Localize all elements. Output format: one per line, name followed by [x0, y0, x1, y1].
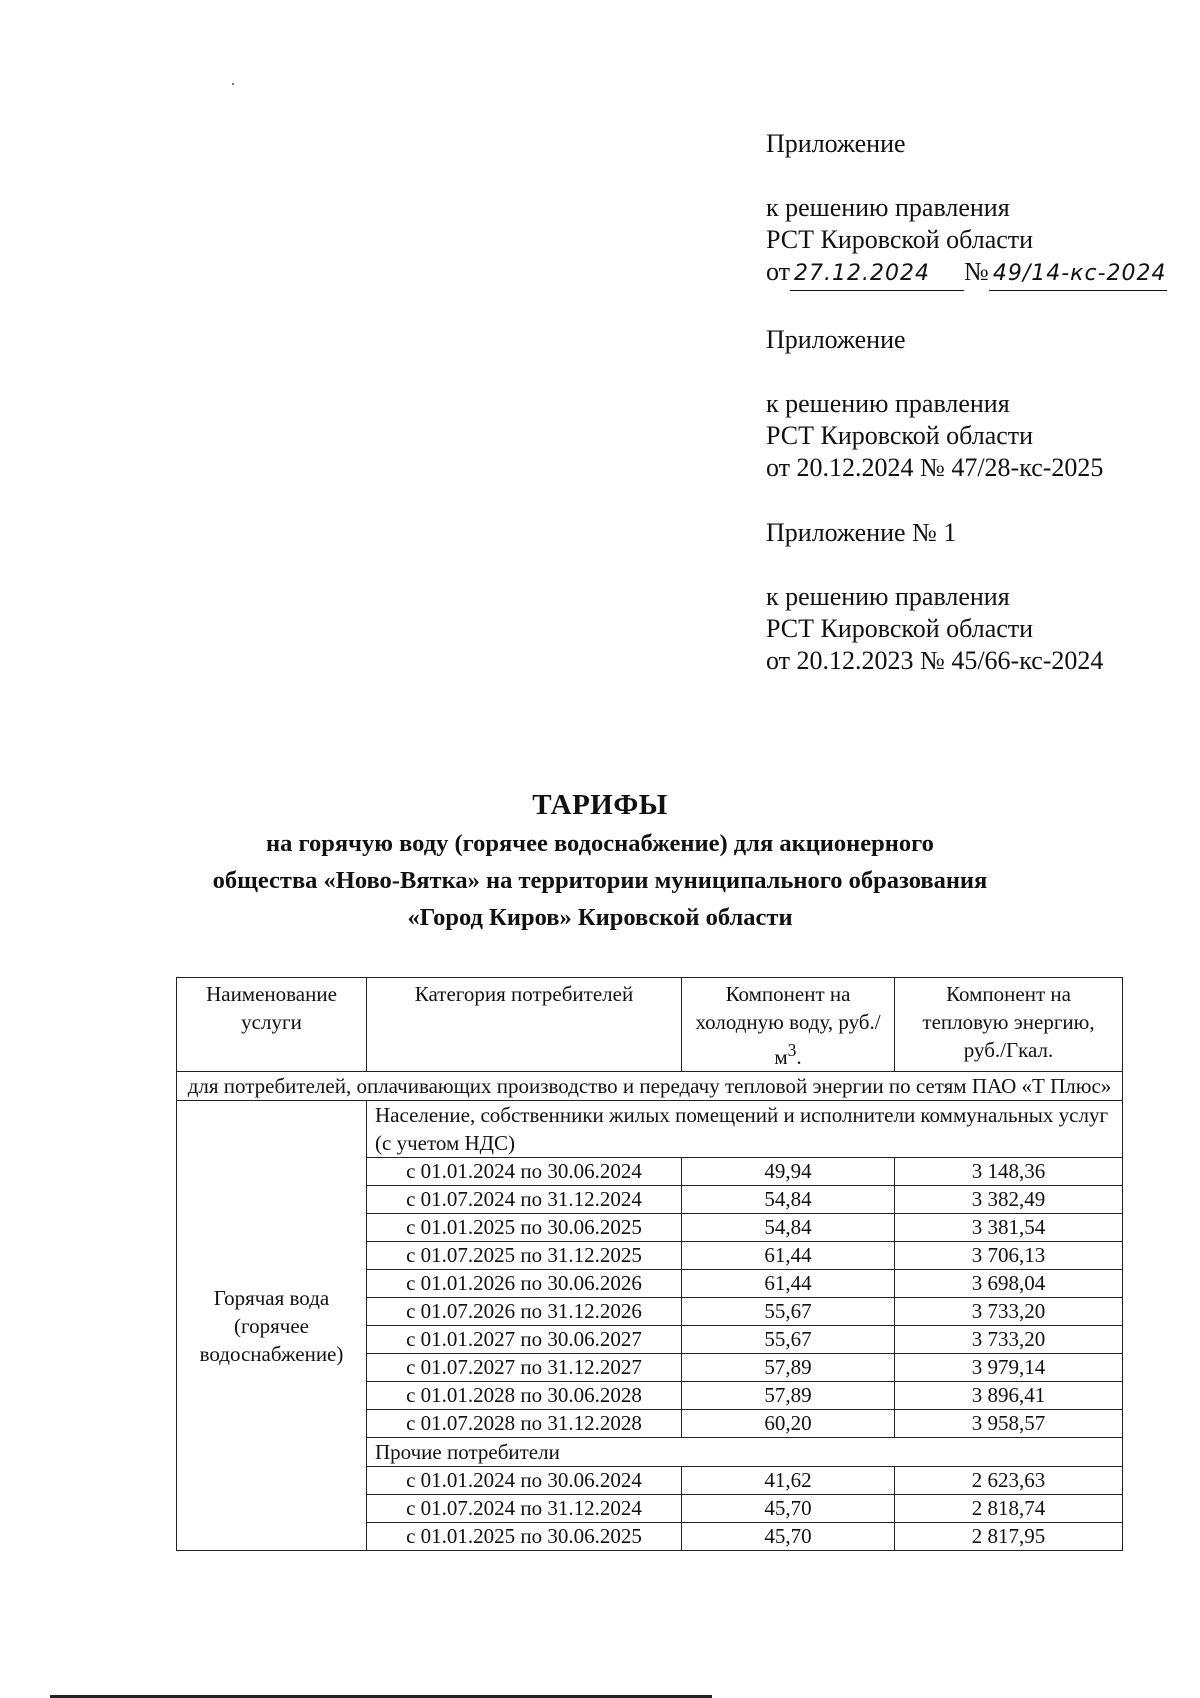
approval-blocks — [766, 128, 1166, 677]
heat-energy-cell: 3 958,57 — [895, 1410, 1123, 1438]
heat-energy-cell: 3 896,41 — [895, 1382, 1123, 1410]
heat-energy-cell: 2 623,63 — [895, 1467, 1123, 1495]
approval-block-1 — [766, 128, 1166, 291]
period-cell: с 01.01.2024 по 30.06.2024 — [367, 1467, 682, 1495]
heat-energy-cell: 3 979,14 — [895, 1354, 1123, 1382]
tariff-table — [176, 977, 1123, 1551]
header-service: Наименование услуги — [177, 978, 367, 1072]
consumer-category: Прочие потребители — [367, 1438, 1123, 1467]
approval-heading: Приложение — [766, 129, 906, 158]
period-cell: с 01.01.2026 по 30.06.2026 — [367, 1270, 682, 1298]
approval-line: РСТ Кировской области — [766, 421, 1034, 450]
approval-line: к решению правления — [766, 582, 1010, 611]
period-cell: с 01.01.2028 по 30.06.2028 — [367, 1382, 682, 1410]
service-name: Горячая вода (горячее водоснабжение) — [177, 1101, 367, 1551]
approval-heading: Приложение — [766, 325, 906, 354]
heat-energy-cell: 2 818,74 — [895, 1495, 1123, 1523]
period-cell: с 01.01.2024 по 30.06.2024 — [367, 1158, 682, 1186]
approval-block-2 — [766, 324, 1166, 484]
approval-date-line — [766, 256, 1166, 291]
period-cell: с 01.07.2026 по 31.12.2026 — [367, 1298, 682, 1326]
consumer-category: Население, собственники жилых помещений и исполнители коммунальных услуг (с учетом НДС) — [367, 1101, 1123, 1158]
approval-heading: Приложение № 1 — [766, 518, 957, 547]
heat-energy-cell: 3 706,13 — [895, 1242, 1123, 1270]
cold-water-cell: 61,44 — [682, 1242, 895, 1270]
heat-energy-cell: 3 381,54 — [895, 1214, 1123, 1242]
cold-water-cell: 61,44 — [682, 1270, 895, 1298]
cold-water-cell: 45,70 — [682, 1495, 895, 1523]
period-cell: с 01.07.2025 по 31.12.2025 — [367, 1242, 682, 1270]
approval-block-3 — [766, 517, 1166, 677]
heat-energy-cell: 3 148,36 — [895, 1158, 1123, 1186]
heat-energy-cell: 2 817,95 — [895, 1523, 1123, 1551]
cold-water-cell: 54,84 — [682, 1214, 895, 1242]
cold-water-cell: 55,67 — [682, 1298, 895, 1326]
header-cold-water: Компонент на холодную воду, $руб./м^3$. — [682, 978, 895, 1072]
cold-water-cell: 55,67 — [682, 1326, 895, 1354]
cold-water-cell: 45,70 — [682, 1523, 895, 1551]
period-cell: с 01.07.2024 по 31.12.2024 — [367, 1495, 682, 1523]
section-caption: для потребителей, оплачивающих производство и передачу тепловой энергии по сетям ПАО «Т Плюс» — [177, 1072, 1123, 1101]
period-cell: с 01.01.2027 по 30.06.2027 — [367, 1326, 682, 1354]
approval-line: РСТ Кировской области — [766, 225, 1034, 254]
heat-energy-cell: 3 733,20 — [895, 1298, 1123, 1326]
title-main: ТАРИФЫ — [532, 789, 668, 821]
approval-line: РСТ Кировской области — [766, 614, 1034, 643]
title-sub-line: общества «Ново-Вятка» на территории муниципального образования — [212, 867, 988, 894]
cold-water-cell: 60,20 — [682, 1410, 895, 1438]
period-cell: с 01.01.2025 по 30.06.2025 — [367, 1523, 682, 1551]
period-cell: с 01.07.2027 по 31.12.2027 — [367, 1354, 682, 1382]
approval-line: от 20.12.2023 № 45/66-кс-2024 — [766, 646, 1104, 675]
header-heat-energy: Компонент на тепловую энергию, руб./Гкал. — [895, 978, 1123, 1072]
table-header-row — [177, 978, 1123, 1072]
heat-energy-cell: 3 382,49 — [895, 1186, 1123, 1214]
cold-water-cell: 54,84 — [682, 1186, 895, 1214]
period-cell: с 01.01.2025 по 30.06.2025 — [367, 1214, 682, 1242]
period-cell: с 01.07.2028 по 31.12.2028 — [367, 1410, 682, 1438]
date-prefix: от — [766, 257, 791, 286]
cold-water-cell: 41,62 — [682, 1467, 895, 1495]
period-cell: с 01.07.2024 по 31.12.2024 — [367, 1186, 682, 1214]
document-title — [150, 785, 1050, 936]
section-row — [177, 1072, 1123, 1101]
title-sub-line: на горячую воду (горячее водоснабжение) для акционерного — [266, 830, 934, 857]
category-row — [177, 1101, 1123, 1158]
scan-speck — [232, 83, 234, 85]
cold-water-cell: 57,89 — [682, 1354, 895, 1382]
approval-line: к решению правления — [766, 193, 1010, 222]
handwritten-date: 27.12.2024 — [790, 258, 964, 291]
approval-line: к решению правления — [766, 389, 1010, 418]
heat-energy-cell: 3 698,04 — [895, 1270, 1123, 1298]
approval-line: от 20.12.2024 № 47/28-кс-2025 — [766, 453, 1104, 482]
title-sub-line: «Город Киров» Кировской области — [407, 904, 793, 931]
header-category: Категория потребителей — [367, 978, 682, 1072]
heat-energy-cell: 3 733,20 — [895, 1326, 1123, 1354]
cold-water-cell: 49,94 — [682, 1158, 895, 1186]
number-prefix: № — [964, 257, 989, 286]
cold-water-cell: 57,89 — [682, 1382, 895, 1410]
handwritten-number: 49/14-кс-2024 — [989, 258, 1167, 291]
